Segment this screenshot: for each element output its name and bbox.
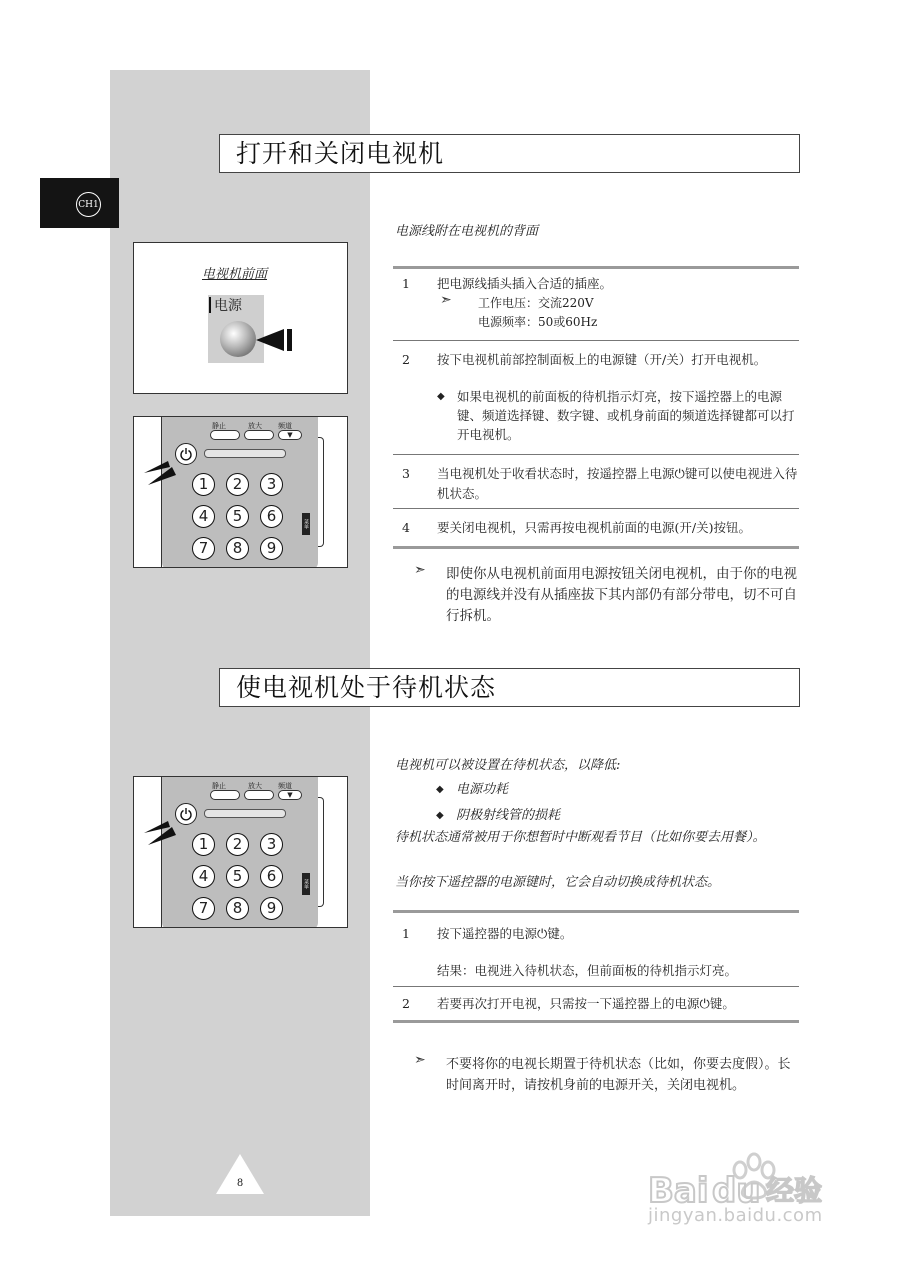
power-icon: ⏻: [674, 467, 685, 482]
section2-rule-2: [393, 986, 799, 987]
power-label: 电源: [214, 298, 242, 314]
remote-label-zoom: 放大: [248, 782, 262, 790]
s2-step1-result: 结果：电视进入待机状态，但前面板的待机指示灯亮。: [437, 963, 738, 978]
s1-step1-frequency: 电源频率：50或60Hz: [478, 315, 598, 329]
remote-label-channel: 频道: [278, 782, 292, 790]
section1-rule-bottom: [393, 546, 799, 549]
remote-menu-label: 菜单: [302, 873, 310, 895]
arrow-note-icon: ➣: [414, 562, 426, 578]
remote-channel-button: ▼: [278, 790, 302, 800]
pointer-arrow-icon: [254, 323, 294, 353]
s1-step4-num: 4: [402, 520, 410, 535]
svg-text:du: du: [712, 1171, 761, 1211]
key-9: 9: [260, 537, 283, 560]
s1-step2-num: 2: [402, 352, 410, 367]
s2-step1-num: 1: [402, 926, 410, 941]
power-knob-icon: [220, 321, 256, 357]
section2-para2: 当你按下遥控器的电源键时，它会自动切换成待机状态。: [395, 875, 721, 890]
s2-bullet-1: ◆ 电源功耗: [436, 782, 509, 797]
page-number: 8: [236, 1178, 244, 1189]
s1-step2-bullet: ◆ 如果电视机的前面板的待机指示灯亮，按下遥控器上的电源键、频道选择键、数字键、或机身前面的频道选择键都可以打开电视机。: [437, 389, 795, 442]
svg-text:Bai: Bai: [648, 1171, 709, 1211]
key-8: 8: [226, 897, 249, 920]
remote-figure-2: [133, 776, 348, 928]
key-3: 3: [260, 833, 283, 856]
remote-side-edge: [318, 437, 324, 547]
pointer-arrow-icon: [144, 457, 180, 487]
s1-step1-text: 把电源线插头插入合适的插座。: [437, 276, 613, 291]
key-8: 8: [226, 537, 249, 560]
key-3: 3: [260, 473, 283, 496]
section2-title: 使电视机处于待机状态: [219, 668, 800, 707]
diamond-bullet-icon: ◆: [436, 784, 444, 795]
svg-text:经验: 经验: [766, 1174, 823, 1207]
remote-led-bar: [204, 449, 286, 458]
key-2: 2: [226, 473, 249, 496]
section1-rule-3: [393, 454, 799, 455]
power-label-bar: [209, 297, 211, 313]
s2-step2-num: 2: [402, 996, 410, 1011]
section1-title: 打开和关闭电视机: [219, 134, 800, 173]
power-icon: [179, 447, 193, 461]
s1-step3-text: 当电视机处于收看状态时，按遥控器上电源⏻键可以使电视进入待机状态。: [437, 466, 798, 501]
remote-label-zoom: 放大: [248, 422, 262, 430]
arrow-note-icon: ➣: [414, 1052, 426, 1068]
power-icon: ⏻: [699, 997, 710, 1012]
section1-rule-2: [393, 340, 799, 341]
remote-label-mute: 静止: [212, 422, 226, 430]
diamond-bullet-icon: ◆: [436, 810, 444, 821]
s1-step3-num: 3: [402, 466, 410, 481]
section2-intro: 电视机可以被设置在待机状态，以降低:: [395, 758, 621, 773]
key-4: 4: [192, 505, 215, 528]
key-5: 5: [226, 865, 249, 888]
section1-rule-4: [393, 508, 799, 509]
key-4: 4: [192, 865, 215, 888]
key-6: 6: [260, 505, 283, 528]
remote-channel-button: ▼: [278, 430, 302, 440]
s1-step2-text: 按下电视机前部控制面板上的电源键（开/关）打开电视机。: [437, 352, 767, 367]
section2-rule-bottom: [393, 1020, 799, 1023]
section1-note: 即使你从电视机前面用电源按钮关闭电视机，由于你的电视的电源线并没有从插座拔下其内部仍有部分带电，切不可自行拆机。: [446, 566, 797, 624]
remote-side-edge: [318, 797, 324, 907]
key-1: 1: [192, 473, 215, 496]
power-icon: [179, 807, 193, 821]
watermark-url: jingyan.baidu.com: [648, 1205, 823, 1226]
remote-label-mute: 静止: [212, 782, 226, 790]
remote-zoom-button: [244, 430, 274, 440]
pointer-arrow-icon: [144, 817, 180, 847]
section2-para1: 待机状态通常被用于你想暂时中断观看节目（比如你要去用餐）。: [395, 830, 766, 845]
remote-mute-button: [210, 430, 240, 440]
s1-step1-num: 1: [402, 276, 410, 291]
remote-zoom-button: [244, 790, 274, 800]
power-icon: ⏻: [537, 927, 548, 942]
s2-step2-text: 若要再次打开电视，只需按一下遥控器上的电源⏻键。: [437, 996, 735, 1012]
section2-rule-top: [393, 910, 799, 913]
tv-front-caption: 电视机前面: [202, 267, 268, 282]
arrow-note-icon: ➣: [440, 292, 452, 308]
section1-intro: 电源线附在电视机的背面: [395, 224, 539, 239]
remote-led-bar: [204, 809, 286, 818]
diamond-bullet-icon: ◆: [437, 391, 445, 402]
chapter-label: CH1: [76, 192, 101, 217]
key-1: 1: [192, 833, 215, 856]
remote-menu-label: 菜单: [302, 513, 310, 535]
remote-mute-button: [210, 790, 240, 800]
section1-rule-top: [393, 266, 799, 269]
s2-bullet-2: ◆ 阴极射线管的损耗: [436, 808, 561, 823]
key-9: 9: [260, 897, 283, 920]
s1-step4-text: 要关闭电视机，只需再按电视机前面的电源(开/关)按钮。: [437, 520, 751, 535]
tv-front-figure: [133, 242, 348, 394]
key-7: 7: [192, 897, 215, 920]
remote-figure-1: [133, 416, 348, 568]
s2-step1-text: 按下遥控器的电源⏻键。: [437, 926, 573, 942]
remote-label-channel: 频道: [278, 422, 292, 430]
key-5: 5: [226, 505, 249, 528]
s1-step1-voltage: 工作电压：交流220V: [478, 296, 594, 310]
key-7: 7: [192, 537, 215, 560]
key-2: 2: [226, 833, 249, 856]
key-6: 6: [260, 865, 283, 888]
section2-note: 不要将你的电视长期置于待机状态（比如，你要去度假）。长时间离开时，请按机身前的电源开关，关闭电视机。: [446, 1057, 791, 1093]
